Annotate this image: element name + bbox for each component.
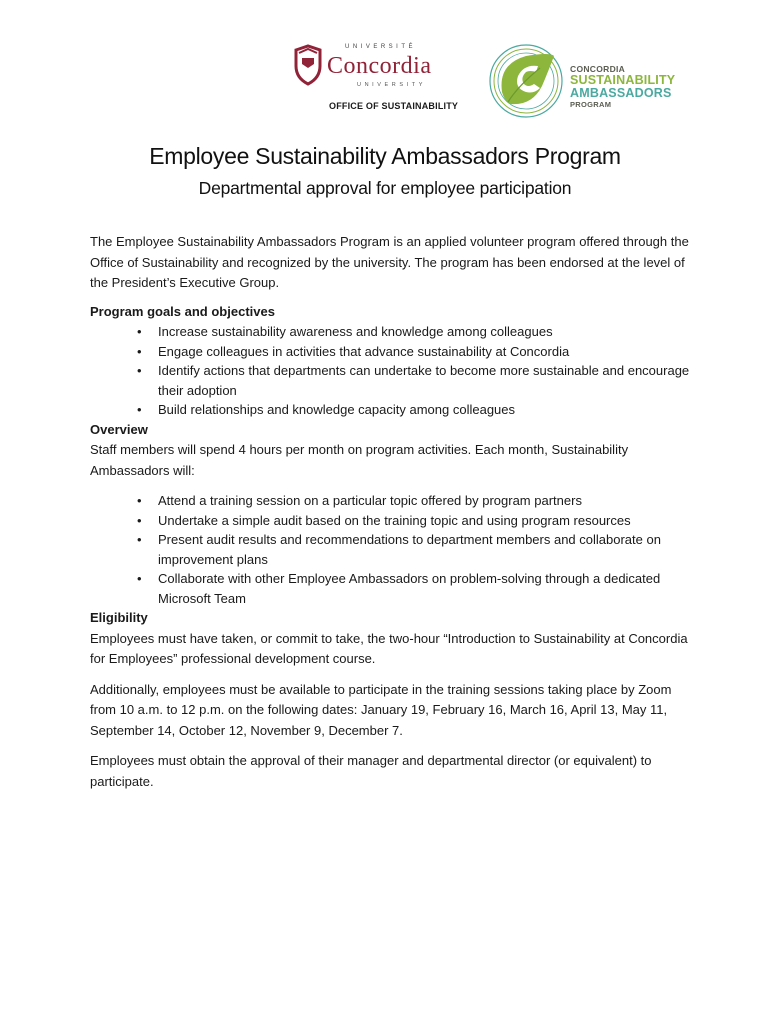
concordia-wordmark: Concordia (327, 53, 432, 79)
ambassadors-logo-line2: SUSTAINABILITY (570, 73, 676, 87)
document-body (90, 232, 690, 802)
list-item: • Build relationships and knowledge capacity among colleagues (158, 400, 690, 420)
leaf-c-icon (488, 42, 564, 120)
ambassadors-logo-line3: AMBASSADORS (570, 86, 672, 100)
list-item: • Present audit results and recommendations to department members and collaborate on improvement plans (158, 530, 690, 569)
list-item: • Collaborate with other Employee Ambassadors on problem-solving through a dedicated Microsoft Team (158, 569, 690, 608)
goals-list (90, 322, 690, 420)
sustainability-ambassadors-logo (488, 42, 678, 122)
overview-list (90, 491, 690, 608)
concordia-office-of-sustainability-logo (293, 42, 481, 116)
overview-heading: Overview (90, 421, 148, 437)
university-label: UNIVERSITY (357, 82, 427, 88)
page-subtitle: Departmental approval for employee participation (198, 178, 572, 198)
intro-paragraph: The Employee Sustainability Ambassadors Program is an applied volunteer program offered through the Office of Sustainability and recognized by the university. The program has been endorsed at the level of the President’s Executive Group. (90, 234, 689, 290)
goals-heading: Program goals and objectives (90, 303, 275, 319)
page-title: Employee Sustainability Ambassadors Program (149, 143, 621, 169)
eligibility-paragraph: Employees must have taken, or commit to take, the two-hour “Introduction to Sustainability at Concordia for Employees” professional development course. (90, 630, 688, 666)
eligibility-heading: Eligibility (90, 610, 148, 625)
overview-paragraph: Staff members will spend 4 hours per month on program activities. Each month, Sustainability Ambassadors will: (90, 442, 629, 478)
concordia-shield-icon (293, 44, 323, 86)
list-item: • Undertake a simple audit based on the training topic and using program resources (158, 511, 690, 531)
office-of-sustainability-label: OFFICE OF SUSTAINABILITY (329, 101, 459, 111)
ambassadors-logo-line4: PROGRAM (570, 100, 612, 109)
list-item: • Identify actions that departments can undertake to become more sustainable and encourage their adoption (158, 361, 690, 400)
list-item: • Engage colleagues in activities that advance sustainability at Concordia (158, 342, 690, 362)
universite-label: UNIVERSITÉ (345, 44, 417, 50)
list-item: • Attend a training session on a particular topic offered by program partners (158, 491, 690, 511)
list-item: • Increase sustainability awareness and knowledge among colleagues (158, 322, 690, 342)
eligibility-paragraph: Additionally, employees must be available to participate in the training sessions taking place by Zoom from 10 a.m. to 12 p.m. on the following dates: January 19, February 16, March 16, April 13, May 11, September 14, October 12, November 9, December 7. (90, 681, 672, 738)
ambassadors-logo-line1: CONCORDIA (570, 64, 626, 74)
eligibility-paragraph: Employees must obtain the approval of their manager and departmental director (or equivalent) to participate. (90, 753, 652, 789)
